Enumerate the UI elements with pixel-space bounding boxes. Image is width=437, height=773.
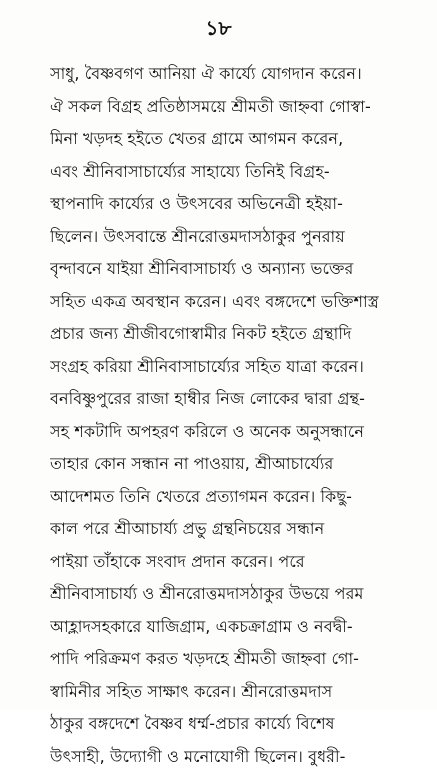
text-line: ঠাকুর বঙ্গদেশে বৈষ্ণব ধর্ম্ম-প্রচার কার্য্যে বিশেষ [50,708,405,741]
text-line: স্থাপনাদি কার্য্যের ও উৎসবের অভিনেত্রী হইয়া- [50,188,405,221]
text-line: শ্রীনিবাসাচার্য্য ও শ্রীনরোত্তমদাসঠাকুর উভয়ে পরম [50,578,405,611]
page-number: ১৮ [0,14,437,47]
text-line: সহ শকটাদি অপহরণ করিলে ও অনেক অনুসন্ধানে [50,416,405,449]
text-line: আহ্লাদসহকারে যাজিগ্রাম, একচক্রাগ্রাম ও নবদ্বী- [50,611,405,644]
text-line: স্বামিনীর সহিত সাক্ষাৎ করেন। শ্রীনরোত্তমদাস [50,676,405,709]
text-line: উৎসাহী, উদ্যোগী ও মনোযোগী ছিলেন। বুধরী- [50,741,405,773]
text-line: পাইয়া তাঁহাকে সংবাদ প্রদান করেন। পরে [50,546,405,579]
text-line: এবং শ্রীনিবাসাচার্য্যের সাহায্যে তিনিই বিগ্রহ- [50,156,405,189]
text-line: সাধু, বৈষ্ণবগণ আনিয়া ঐ কার্য্যে যোগদান করেন। [50,58,405,91]
text-line: মিনা খড়দহ হইতে খেতর গ্রামে আগমন করেন, [50,123,405,156]
text-line: তাহার কোন সন্ধান না পাওয়ায়, শ্রীআচার্য্যের [50,448,405,481]
text-line: সংগ্রহ করিয়া শ্রীনিবাসাচার্য্যের সহিত যাত্রা করেন। [50,351,405,384]
text-line: বনবিষ্ণুপুরের রাজা হাম্বীর নিজ লোকের দ্বারা গ্রন্থ- [50,383,405,416]
text-line: বৃন্দাবনে যাইয়া শ্রীনিবাসাচার্য্য ও অন্যান্য ভক্তের [50,253,405,286]
text-line: ঐ সকল বিগ্রহ প্রতিষ্ঠাসময়ে শ্রীমতী জাহ্নবা গোস্বা- [50,91,405,124]
text-line: আদেশমত তিনি খেতরে প্রত্যাগমন করেন। কিছু- [50,481,405,514]
text-line: ছিলেন। উৎসবান্তে শ্রীনরোত্তমদাসঠাকুর পুনরায় [50,221,405,254]
text-line: প্রচার জন্য শ্রীজীবগোস্বামীর নিকট হইতে গ্রন্থাদি [50,318,405,351]
text-line: সহিত একত্র অবস্থান করেন। এবং বঙ্গদেশে ভক্তিশাস্ত্র [50,286,405,319]
text-line: কাল পরে শ্রীআচার্য্য প্রভু গ্রন্থনিচয়ের সন্ধান [50,513,405,546]
body-text [50,58,405,773]
text-line: পাদি পরিক্রমণ করত খড়দহে শ্রীমতী জাহ্নবা গো- [50,643,405,676]
